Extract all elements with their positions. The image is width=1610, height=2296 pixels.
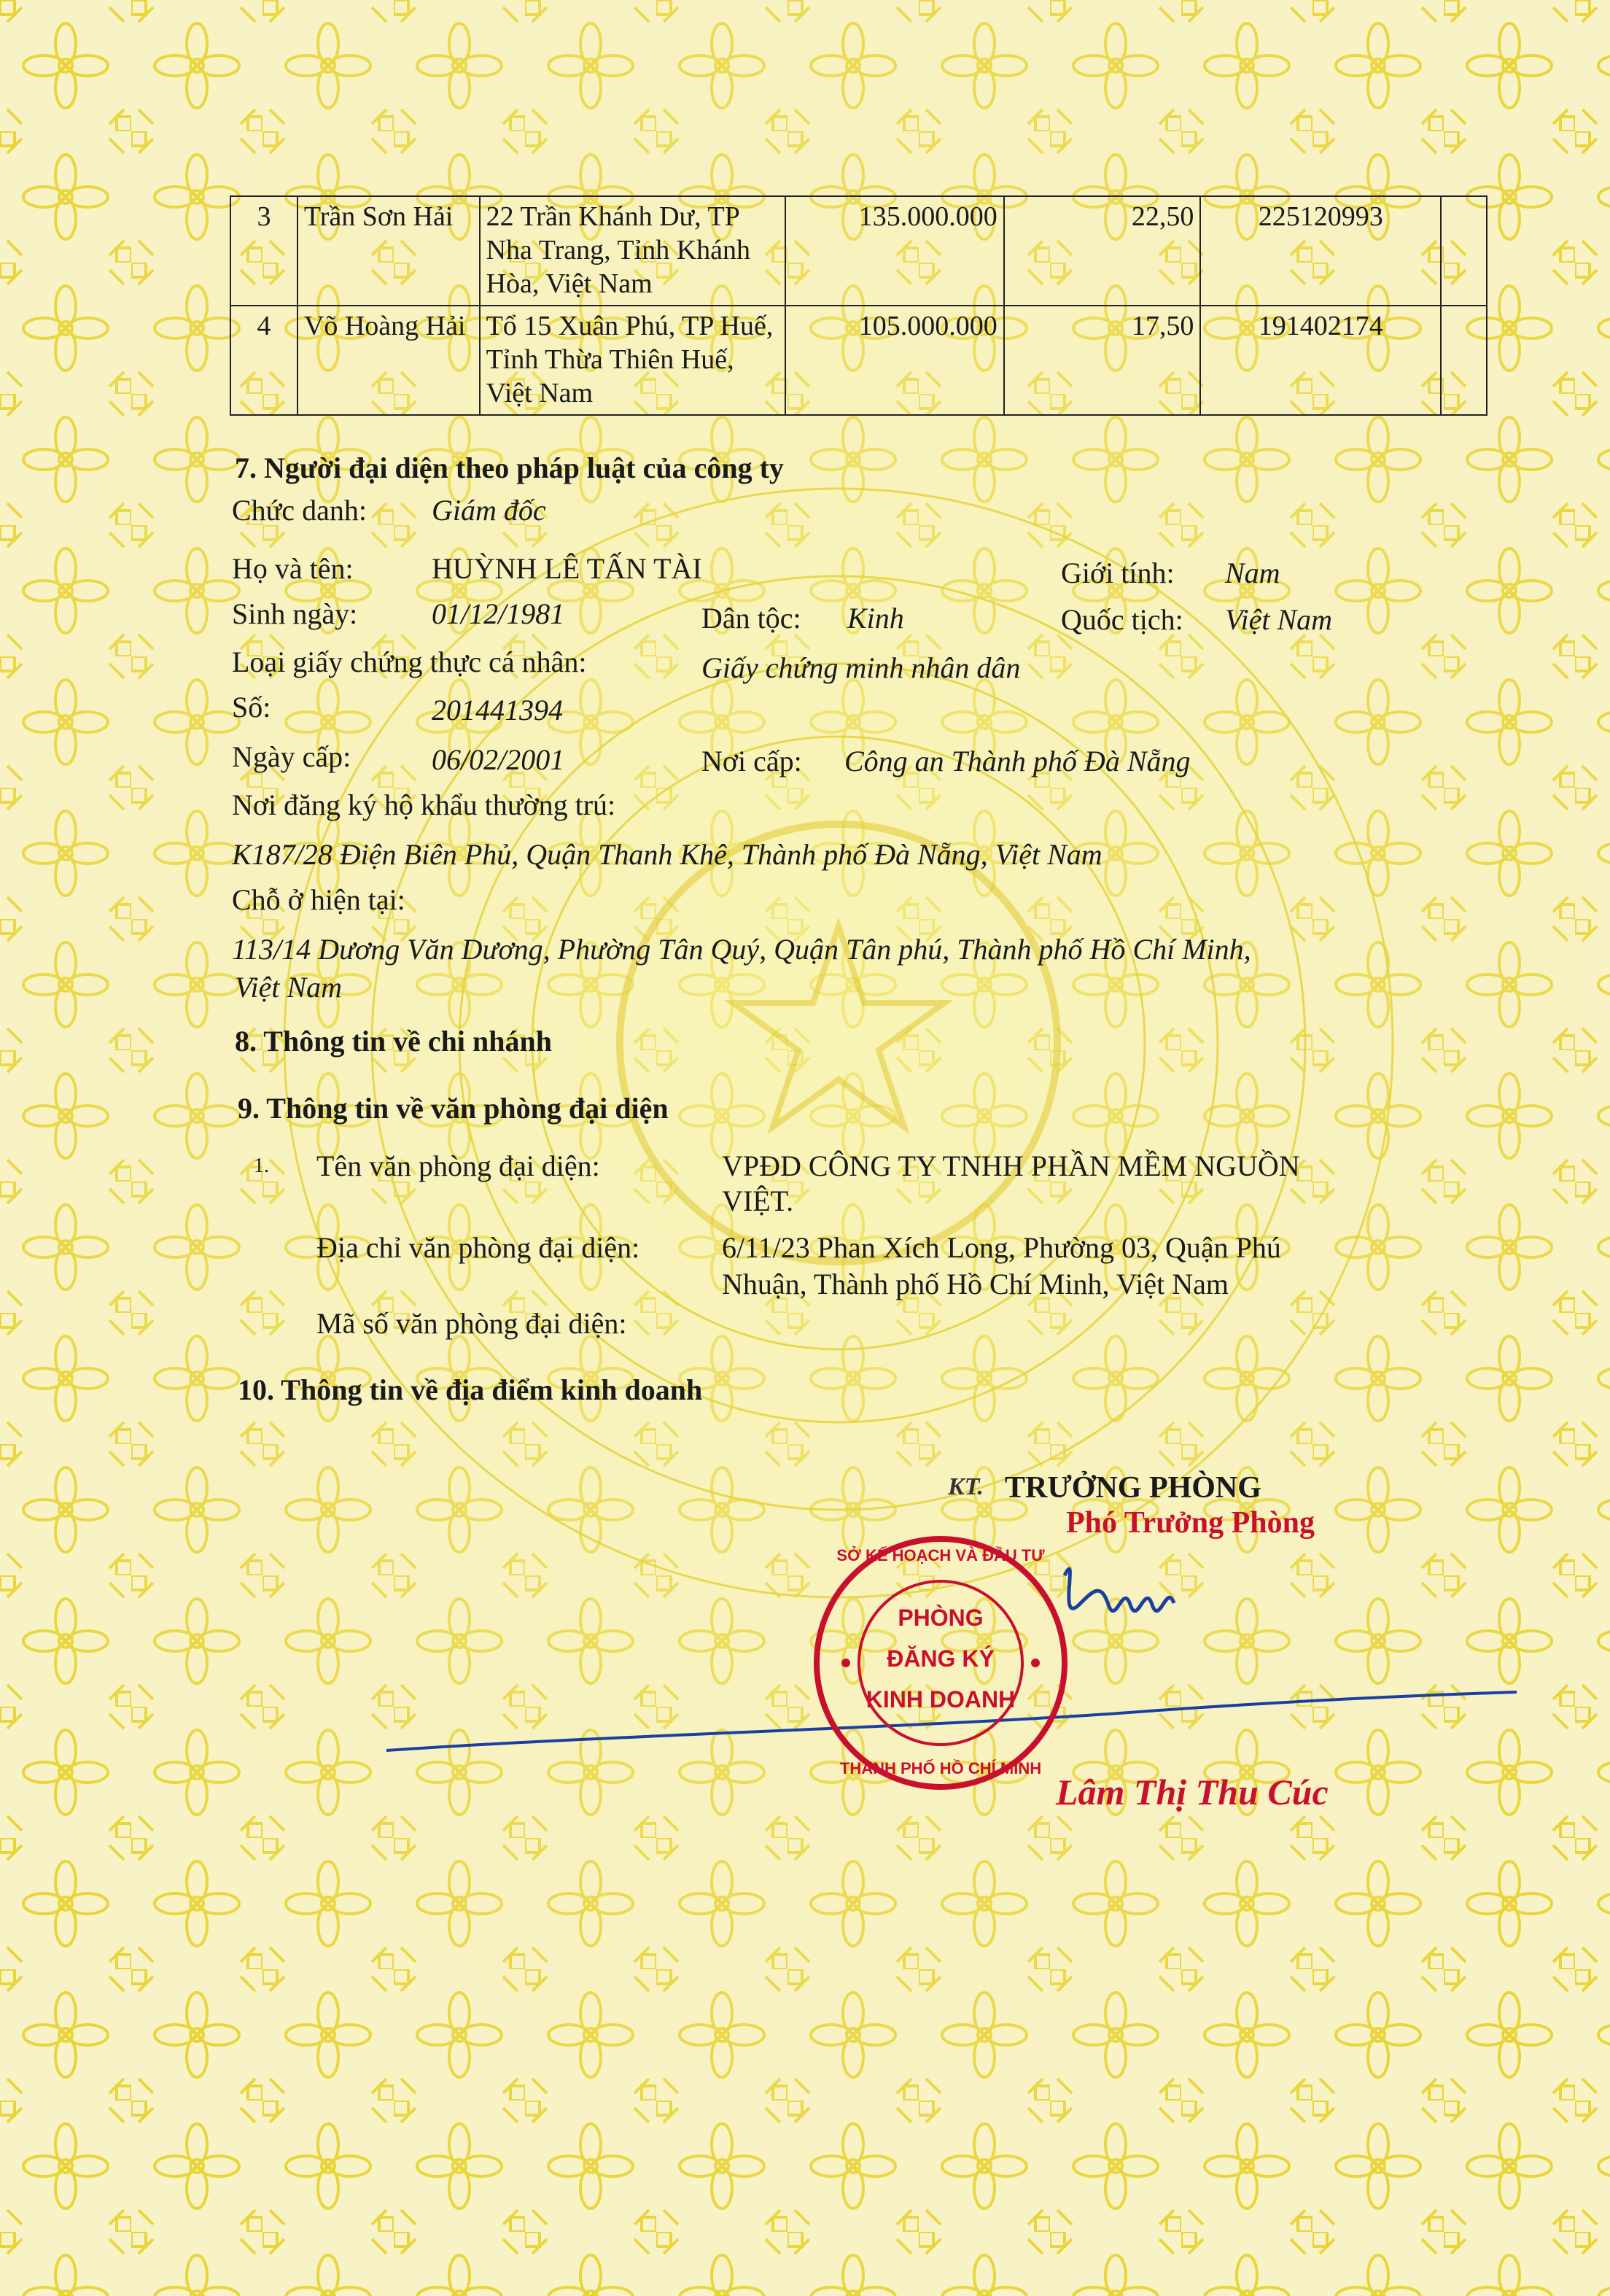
shareholder-table	[230, 195, 1488, 416]
office-name-line1: VPĐD CÔNG TY TNHH PHẦN MỀM NGUỒN	[722, 1149, 1300, 1182]
empty-cell	[1441, 306, 1487, 415]
seal-text-line1: PHÒNG	[898, 1605, 984, 1631]
gender-value: Nam	[1225, 556, 1280, 589]
issue-place-value: Công an Thành phố Đà Nẵng	[844, 745, 1191, 777]
current-address-line2: Việt Nam	[235, 971, 343, 1004]
idno-value: 201441394	[432, 694, 563, 726]
member-name: Trần Sơn Hải	[298, 196, 480, 306]
member-name: Võ Hoàng Hải	[298, 306, 480, 415]
id-number: 225120993	[1200, 196, 1441, 306]
office-address-line2: Nhuận, Thành phố Hồ Chí Minh, Việt Nam	[722, 1268, 1229, 1300]
office-code-label: Mã số văn phòng đại diện:	[316, 1307, 627, 1340]
issue-place-label: Nơi cấp:	[701, 745, 802, 777]
issue-date-label: Ngày cấp:	[232, 740, 351, 773]
ethnic-label: Dân tộc:	[701, 602, 801, 635]
gender-label: Giới tính:	[1061, 556, 1175, 589]
kt-mark: KT.	[948, 1473, 984, 1500]
empty-cell	[1441, 196, 1487, 306]
signer-name: Lâm Thị Thu Cúc	[1056, 1772, 1329, 1812]
member-address: Tổ 15 Xuân Phú, TP Huế, Tỉnh Thừa Thiên Huế, Việt Nam	[480, 306, 785, 415]
member-address: 22 Trần Khánh Dư, TP Nha Trang, Tỉnh Khánh Hòa, Việt Nam	[480, 196, 785, 306]
signer-title: TRƯỞNG PHÒNG	[1005, 1471, 1261, 1505]
office-name-line2: VIỆT.	[722, 1184, 794, 1217]
section-7-heading: 7. Người đại diện theo pháp luật của công ty	[235, 451, 784, 484]
row-number: 3	[230, 196, 298, 306]
id-number: 191402174	[1200, 306, 1441, 415]
idtype-value: Giấy chứng minh nhân dân	[701, 651, 1021, 684]
table-row	[230, 196, 1487, 306]
official-seal	[809, 1532, 1072, 1794]
nationality-value: Việt Nam	[1225, 603, 1333, 636]
table-row	[230, 306, 1487, 415]
capital-value: 135.000.000	[785, 196, 1004, 306]
section-10-heading: 10. Thông tin về địa điểm kinh doanh	[238, 1373, 703, 1406]
permanent-address-label: Nơi đăng ký hộ khẩu thường trú:	[232, 788, 616, 821]
signer-subtitle: Phó Trưởng Phòng	[1066, 1506, 1315, 1540]
seal-text-line3: KINH DOANH	[866, 1686, 1016, 1713]
issue-date-value: 06/02/2001	[432, 743, 565, 776]
office-name-label: Tên văn phòng đại diện:	[316, 1149, 600, 1182]
dob-label: Sinh ngày:	[232, 597, 358, 630]
title-label: Chức danh:	[232, 494, 367, 527]
capital-percent: 22,50	[1004, 196, 1201, 306]
permanent-address-value: K187/28 Điện Biên Phủ, Quận Thanh Khê, Thành phố Đà Nẵng, Việt Nam	[232, 838, 1102, 871]
name-value: HUỲNH LÊ TẤN TÀI	[432, 552, 702, 585]
name-label: Họ và tên:	[232, 552, 354, 585]
seal-text-line2: ĐĂNG KÝ	[887, 1645, 995, 1672]
seal-ring-top: SỞ KẾ HOẠCH VÀ ĐẦU TƯ	[836, 1546, 1045, 1564]
item-number: 1.	[254, 1155, 269, 1177]
row-number: 4	[230, 306, 298, 415]
idno-label: Số:	[232, 691, 271, 724]
section-8-heading: 8. Thông tin về chi nhánh	[235, 1025, 552, 1058]
idtype-label: Loại giấy chứng thực cá nhân:	[232, 645, 587, 678]
capital-value: 105.000.000	[785, 306, 1004, 415]
capital-percent: 17,50	[1004, 306, 1201, 415]
seal-ring-bottom: THÀNH PHỐ HỒ CHÍ MINH	[839, 1759, 1042, 1777]
dob-value: 01/12/1981	[432, 597, 565, 630]
office-address-label: Địa chỉ văn phòng đại diện:	[316, 1231, 640, 1264]
ethnic-value: Kinh	[847, 602, 904, 635]
title-value: Giám đốc	[432, 494, 546, 527]
office-address-line1: 6/11/23 Phan Xích Long, Phường 03, Quận Phú	[722, 1231, 1281, 1264]
current-address-label: Chỗ ở hiện tại:	[232, 883, 405, 916]
current-address-line1: 113/14 Dương Văn Dương, Phường Tân Quý, Quận Tân phú, Thành phố Hồ Chí Minh,	[232, 933, 1251, 966]
nationality-label: Quốc tịch:	[1061, 603, 1183, 636]
section-9-heading: 9. Thông tin về văn phòng đại diện	[238, 1092, 669, 1125]
